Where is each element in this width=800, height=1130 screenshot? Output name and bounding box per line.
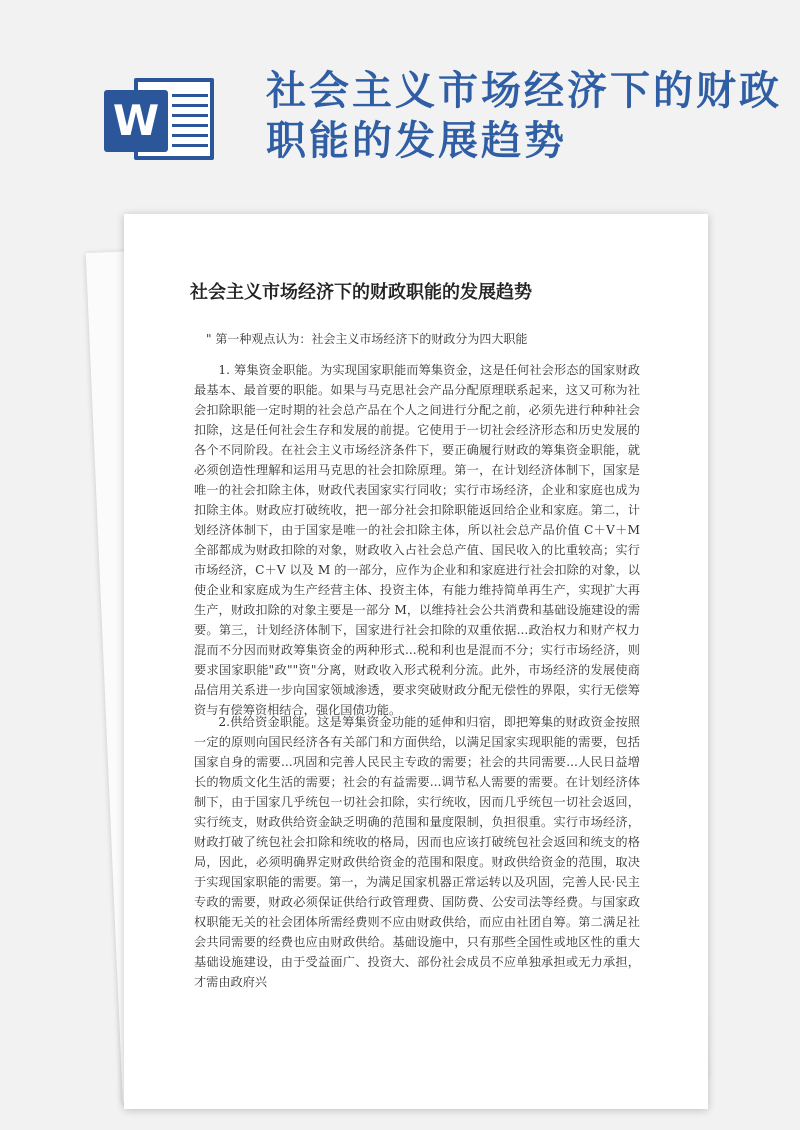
word-w-letter-icon: W bbox=[104, 90, 168, 152]
paragraph-2: 2.供给资金职能。这是筹集资金功能的延伸和归宿，即把筹集的财政资金按照一定的原则向国民经济各有关部门和方面供给，以满足国家实现职能的需要，包括国家自身的需要...巩固和完善人民民主专政的需要；社会的共同需要...人民日益增长的物质文化生活的需要；社会的有益需要...调节私人需要的需要。在计划经济体制下，由于国家几乎统包一切社会扣除，实行统收，因而几乎统包一切社会返回，实行统支，财政供给资金缺乏明确的范围和量度限制，负担很重。实行市场经济，财政打破了统包社会扣除和统收的格局，因而也应该打破统包社会返回和统支的格局，因此，必须明确界定财政供给资金的范围和限度。财政供给资金的范围，取决于实现国家职能的需要。第一，为满足国家机器正常运转以及巩固，完善人民·民主专政的需要，财政必须保证供给行政管理费、国防费、公安司法等经费。与国家政权职能无关的社会团体所需经费则不应由财政供给，而应由社团自筹。第二满足社会共同需要的经费也应由财政供给。基础设施中，只有那些全国性或地区性的重大基础设施建设，由于受益面广、投资大、部份社会成员不应单独承担或无力承担，才需由政府兴 bbox=[194, 715, 640, 989]
document-intro: " 第一种观点认为：社会主义市场经济下的财政分为四大职能 bbox=[206, 332, 528, 346]
document-title: 社会主义市场经济下的财政职能的发展趋势 bbox=[190, 282, 532, 303]
document-page bbox=[124, 214, 708, 1109]
header-title: 社会主义市场经济下的财政职能的发展趋势 bbox=[266, 67, 782, 164]
page-header bbox=[0, 0, 800, 200]
word-icon bbox=[104, 70, 222, 166]
paragraph-1: 1. 筹集资金职能。为实现国家职能而筹集资金，这是任何社会形态的国家财政最基本、最首要的职能。如果与马克思社会产品分配原理联系起来，这又可称为社会扣除职能一定时期的社会总产品在个人之间进行分配之前，必须先进行种种社会扣除，这是任何社会生存和发展的前提。它使用于一切社会经济形态和历史发展的各个不同阶段。在社会主义市场经济条件下，要正确履行财政的筹集资金职能，就必须创造性理解和运用马克思的社会扣除原理。第一，在计划经济体制下，国家是唯一的社会扣除主体，财政代表国家实行同收；实行市场经济，企业和家庭也成为扣除主体。财政应打破统收，把一部分社会扣除职能返回给企业和家庭。第二，计划经济体制下，由于国家是唯一的社会扣除主体，所以社会总产品价值 C＋V＋M 全部都成为财政扣除的对象，财政收入占社会总产值、国民收入的比重较高；实行市场经济，C＋V 以及 M 的一部分，应作为企业和和家庭进行社会扣除的对象，以使企业和家庭成为生产经营主体、投资主体，有能力维持简单再生产，实现扩大再生产，财政扣除的对象主要是一部分 M，以维持社会公共消费和基础设施建设的需要。第三，计划经济体制下，国家进行社会扣除的双重依据...政治权力和财产权力混而不分因而财政筹集资金的两种形式...税和利也是混而不分；实行市场经济，则要求国家职能"政""资"分离，财政收入形式税利分流。此外，市场经济的发展使商品信用关系进一步向国家领域渗透，要求突破财政分配无偿性的界限，实行无偿筹资与有偿筹资相结合，强化国债功能。 bbox=[194, 363, 640, 717]
